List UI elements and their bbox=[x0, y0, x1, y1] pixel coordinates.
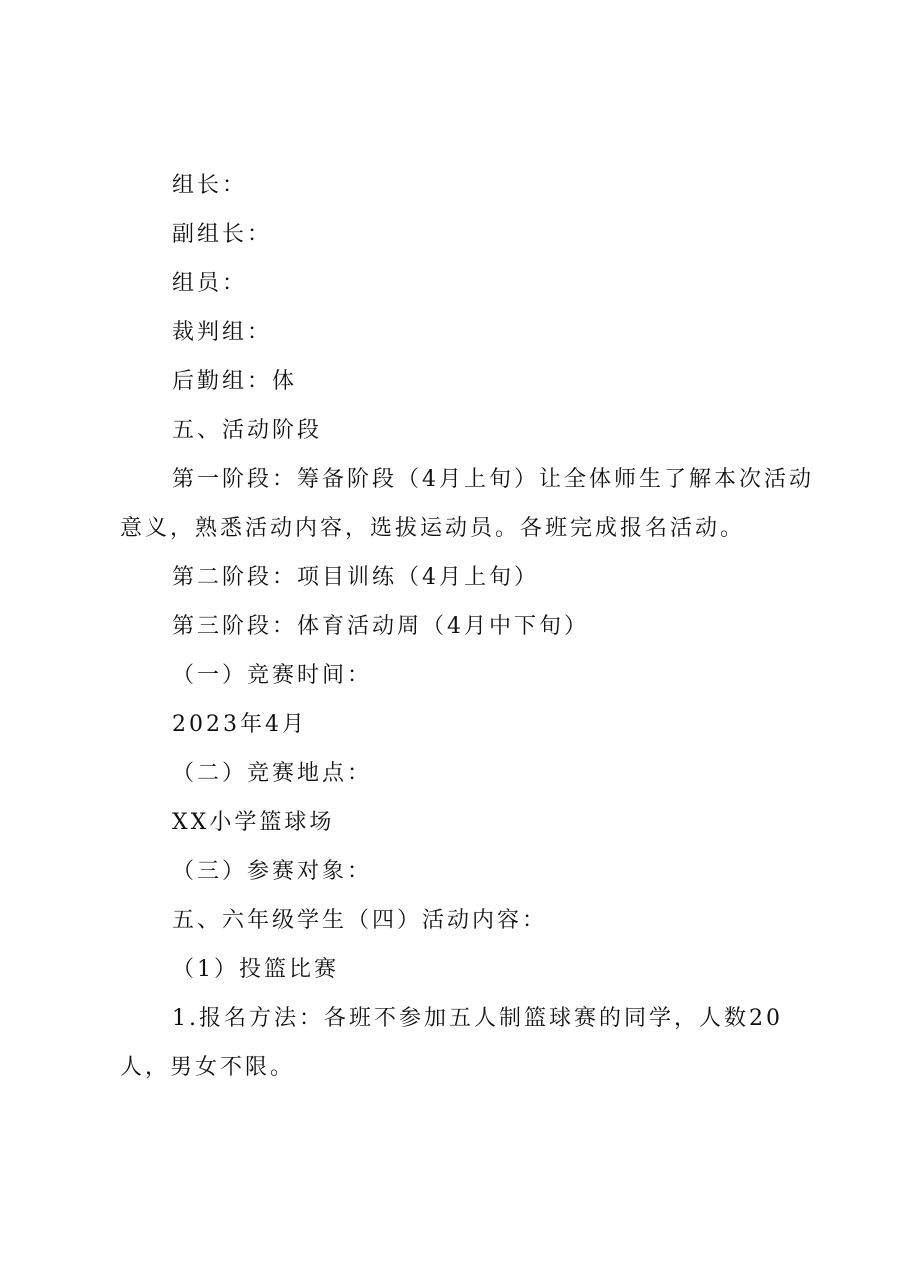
stage-two-line: 第二阶段：项目训练（4月上旬） bbox=[172, 565, 539, 590]
shooting-contest-heading: （1）投篮比赛 bbox=[172, 957, 339, 982]
leader-line: 组长： bbox=[172, 173, 248, 198]
competition-venue-heading: （二）竞赛地点： bbox=[172, 761, 373, 786]
registration-method-paragraph: 1.报名方法：各班不参加五人制篮球赛的同学，人数20人，男女不限。 bbox=[120, 1006, 783, 1080]
competition-time-value: 2023年4月 bbox=[172, 712, 307, 737]
deputy-leader-line: 副组长： bbox=[172, 222, 273, 247]
stage-one-paragraph: 第一阶段：筹备阶段（4月上旬）让全体师生了解本次活动意义，熟悉活动内容，选拔运动员。各班完成报名活动。 bbox=[120, 467, 814, 541]
members-line: 组员： bbox=[172, 271, 248, 296]
participants-heading: （三）参赛对象： bbox=[172, 859, 373, 884]
competition-time-heading: （一）竞赛时间： bbox=[172, 663, 373, 688]
section-heading-activity-stages: 五、活动阶段 bbox=[172, 418, 323, 443]
logistics-group-line: 后勤组：体 bbox=[172, 369, 298, 394]
competition-venue-value: XX小学篮球场 bbox=[172, 810, 335, 835]
referee-group-line: 裁判组： bbox=[172, 320, 273, 345]
participants-and-content-line: 五、六年级学生（四）活动内容： bbox=[172, 908, 548, 933]
stage-three-line: 第三阶段：体育活动周（4月中下旬） bbox=[172, 614, 589, 639]
